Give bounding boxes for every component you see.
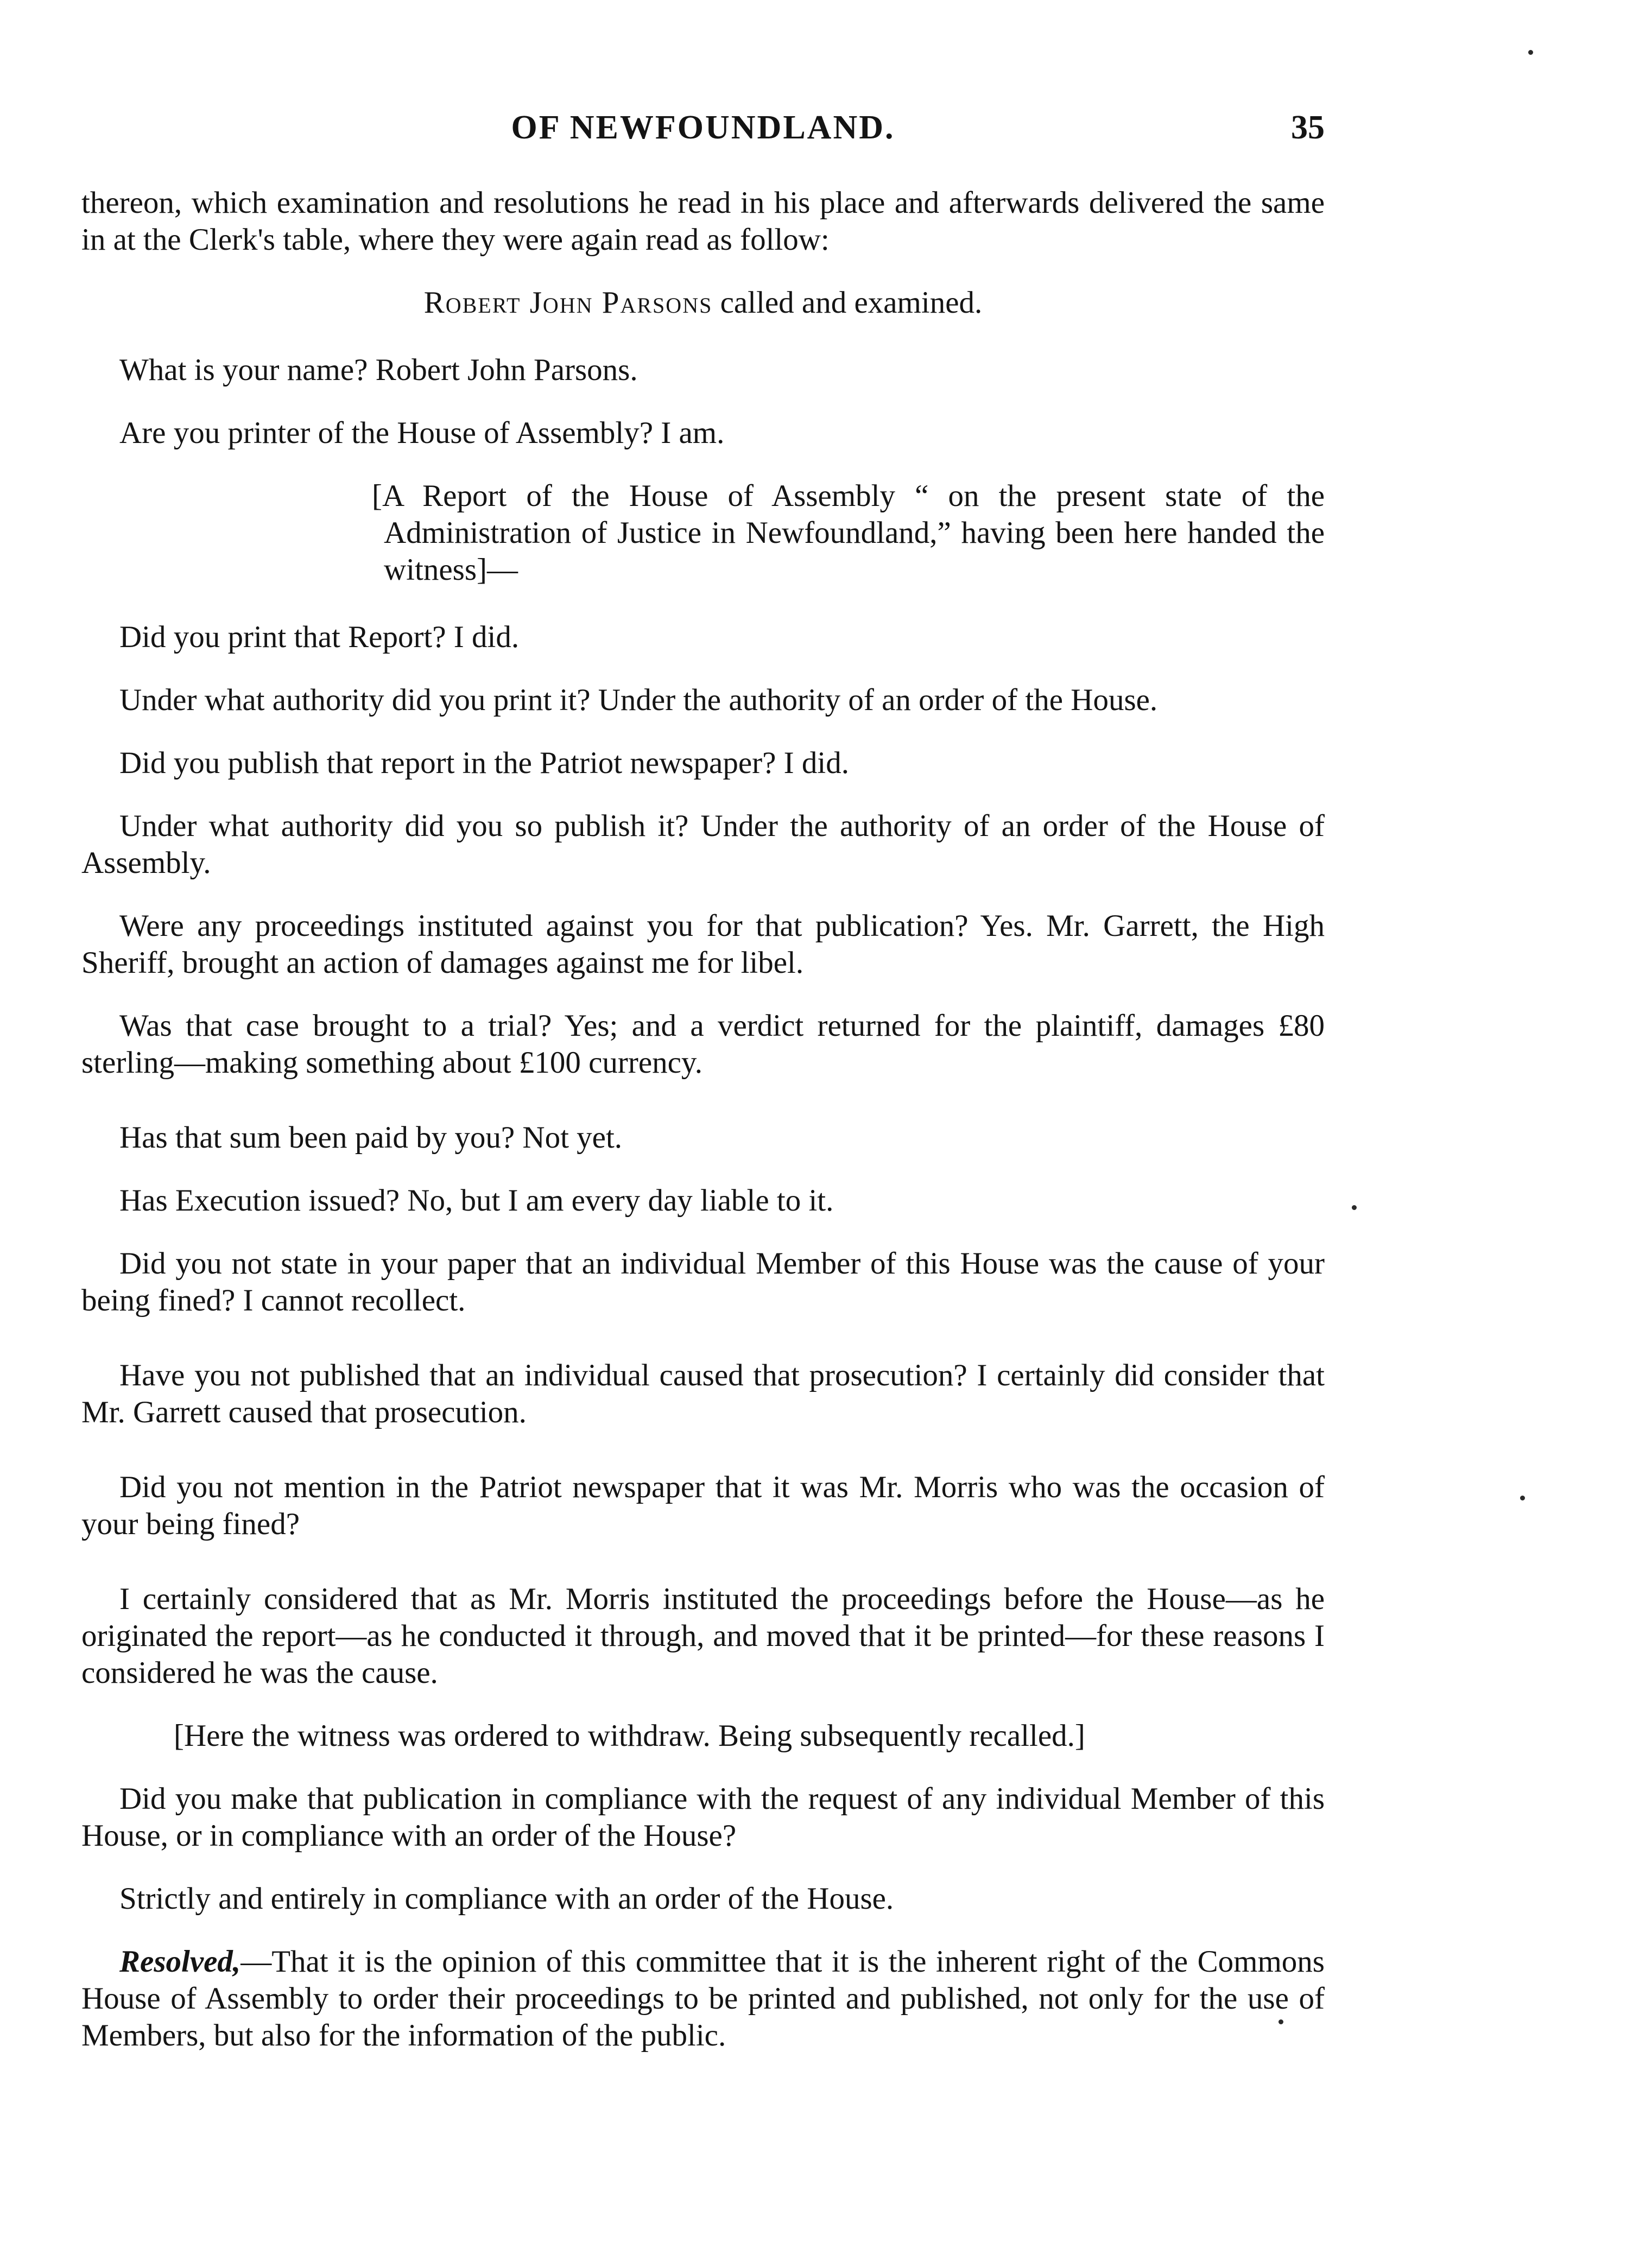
resolution-text: —That it is the opinion of this committee that it is the inherent right of the Commons House of Assembly to order their proceedings to be printed and published, not only for the use of Members, but also for the information of the public. [81,1945,1325,2053]
answer-paragraph: Strictly and entirely in compliance with an order of the House. [119,1882,894,1916]
opening-paragraph: thereon, which examination and resolutions he read in his place and afterwards delivered the same in at the Clerk's table, where they were again read as follow: [81,186,1325,257]
question-answer: Have you not published that an individual caused that prosecution? I certainly did consider that Mr. Garrett caused that prosecution. [81,1358,1325,1429]
question-answer: What is your name? Robert John Parsons. [119,353,638,387]
question-answer: Did you not mention in the Patriot newspaper that it was Mr. Morris who was the occasion of your being fined? [81,1470,1325,1541]
question-answer: Has Execution issued? No, but I am every day liable to it. [119,1183,834,1218]
resolution-paragraph [81,1943,1325,2054]
body-text [81,185,1325,2080]
print-speck [1278,2019,1283,2024]
resolved-label: Resolved, [119,1945,241,1979]
witness-heading-suffix: called and examined. [712,286,983,320]
question-answer: Are you printer of the House of Assembly? I am. [119,416,725,450]
print-speck [1352,1205,1357,1210]
question-answer: Did you not state in your paper that an individual Member of this House was the cause of your being fined? I cannot recollect. [81,1246,1325,1318]
witness-heading [81,284,1325,321]
question-answer: Did you publish that report in the Patriot newspaper? I did. [119,746,849,780]
running-title: OF NEWFOUNDLAND. [511,109,895,146]
witness-name: Robert John Parsons [423,286,713,320]
bracketed-note: [A Report of the House of Assembly “ on the present state of the Administration of Justice in Newfoundland,” having been here handed the witness]— [372,479,1325,587]
page-header [81,109,1325,157]
question-answer: Under what authority did you print it? Under the authority of an order of the House. [119,683,1158,717]
question-answer: Under what authority did you so publish it? Under the authority of an order of the House of Assembly. [81,809,1325,880]
question-answer: Did you print that Report? I did. [119,620,520,654]
question-answer: Did you make that publication in compliance with the request of any individual Member of this House, or in compliance with an order of the House? [81,1782,1325,1853]
answer-paragraph: I certainly considered that as Mr. Morris instituted the proceedings before the House—as he originated the report—as he conducted it through, and moved that it be printed—for these reasons I considered he was the cause. [81,1582,1325,1690]
print-speck [1520,1496,1525,1500]
page-number: 35 [1291,109,1325,146]
withdrawal-note: [Here the witness was ordered to withdraw. Being subsequently recalled.] [174,1719,1085,1753]
question-answer: Was that case brought to a trial? Yes; and a verdict returned for the plaintiff, damages £80 sterling—making something about £100 currency. [81,1009,1325,1080]
print-speck [1528,50,1533,55]
question-answer: Has that sum been paid by you? Not yet. [119,1120,623,1155]
question-answer: Were any proceedings instituted against you for that publication? Yes. Mr. Garrett, the High Sheriff, brought an action of damages against me for libel. [81,909,1325,980]
